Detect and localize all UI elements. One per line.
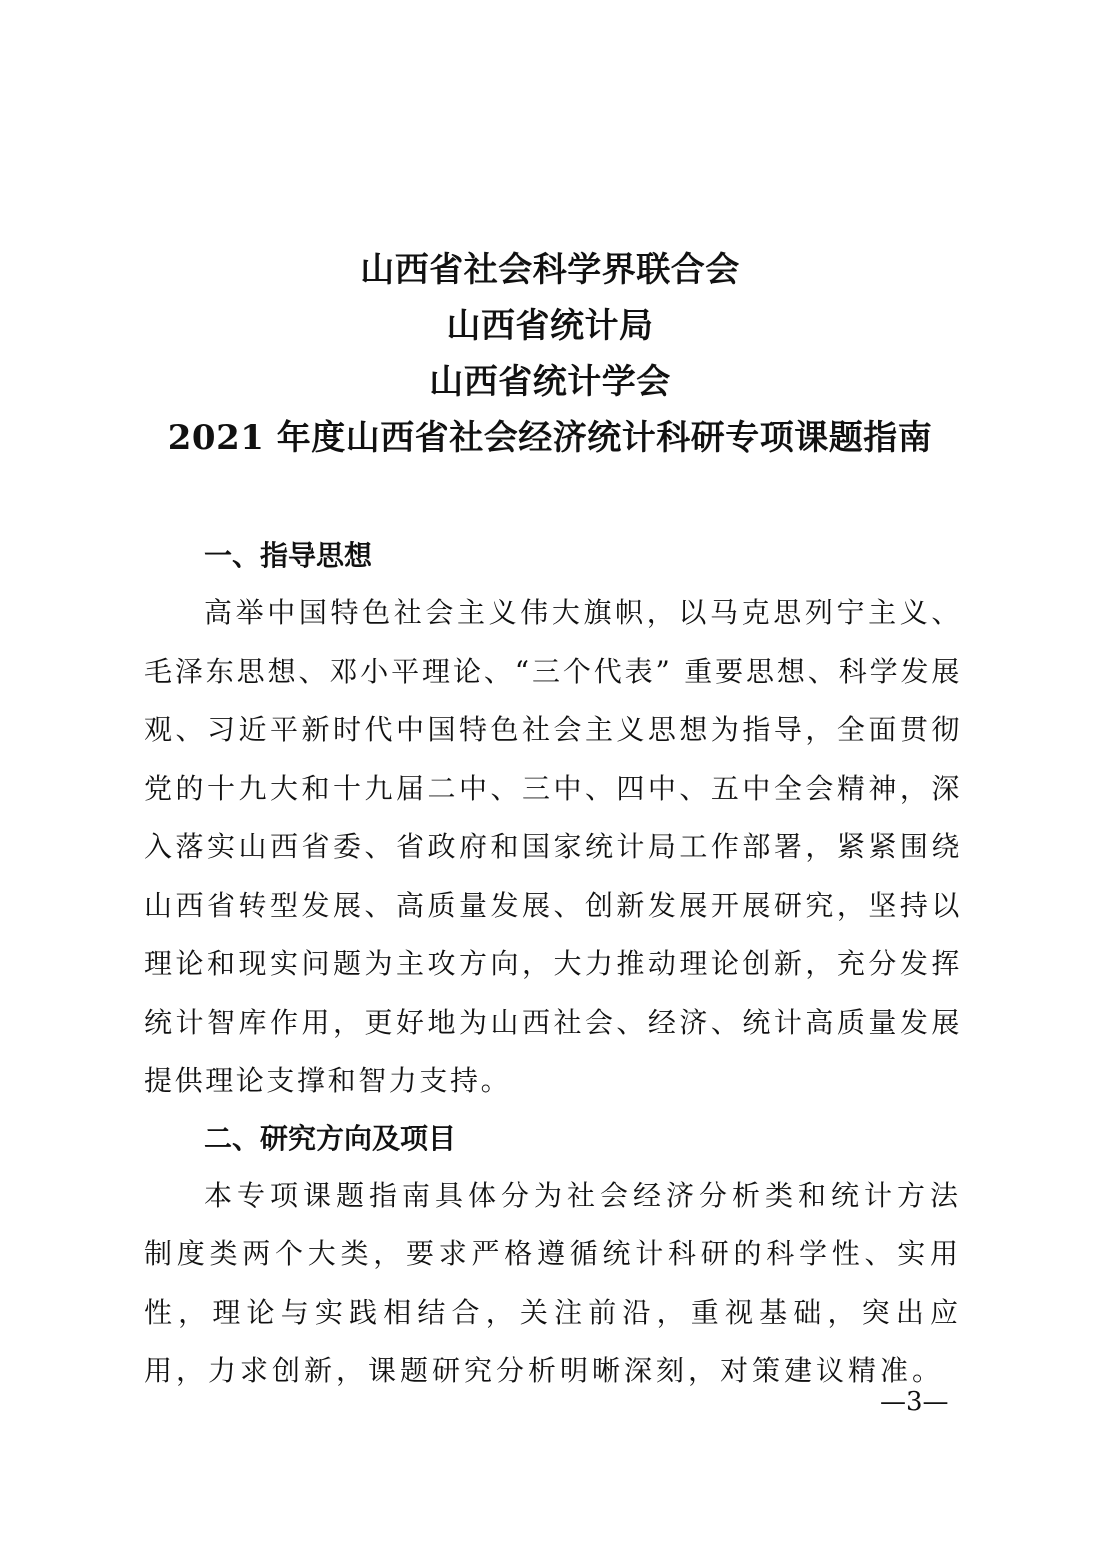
title-line-2: 山西省统计局 <box>446 306 654 346</box>
title-line-1: 山西省社会科学界联合会 <box>360 250 740 290</box>
section-heading-guiding-ideology: 一、指导思想 <box>204 539 373 572</box>
section-heading-research-direction: 二、研究方向及项目 <box>204 1121 457 1155</box>
page-number: —3— <box>880 1387 949 1417</box>
section-paragraph-guiding-ideology: 高举中国特色社会主义伟大旗帜，以马克思列宁主义、毛泽东思想、邓小平理论、“三个代表” 重要思想、科学发展观、习近平新时代中国特色社会主义思想为指导，全面贯彻党的十九大和十九届二中、三中、四中、五中全会精神，深入落实山西省委、省政府和国家统计局工作部署，紧紧围绕山西省转型发展、高质量发展、创新发展开展研究，坚持以理论和现实问题为主攻方向，大力推动理论创新，充分发挥统计智库作用，更好地为山西社会、经济、统计高质量发展提供理论支撑和智力支持。 <box>144 596 962 1097</box>
section-paragraph-research-direction: 本专项课题指南具体分为社会经济分析类和统计方法制度类两个大类，要求严格遵循统计科研的科学性、实用性，理论与实践相结合，关注前沿，重视基础，突出应用，力求创新，课题研究分析明晰深刻，对策建议精准。 <box>144 1178 962 1387</box>
title-line-3: 山西省统计学会 <box>429 362 671 402</box>
document-body <box>144 528 962 1401</box>
title-line-4: 2021 年度山西省社会经济统计科研专项课题指南 <box>167 418 933 458</box>
document-title-block <box>0 242 1100 466</box>
